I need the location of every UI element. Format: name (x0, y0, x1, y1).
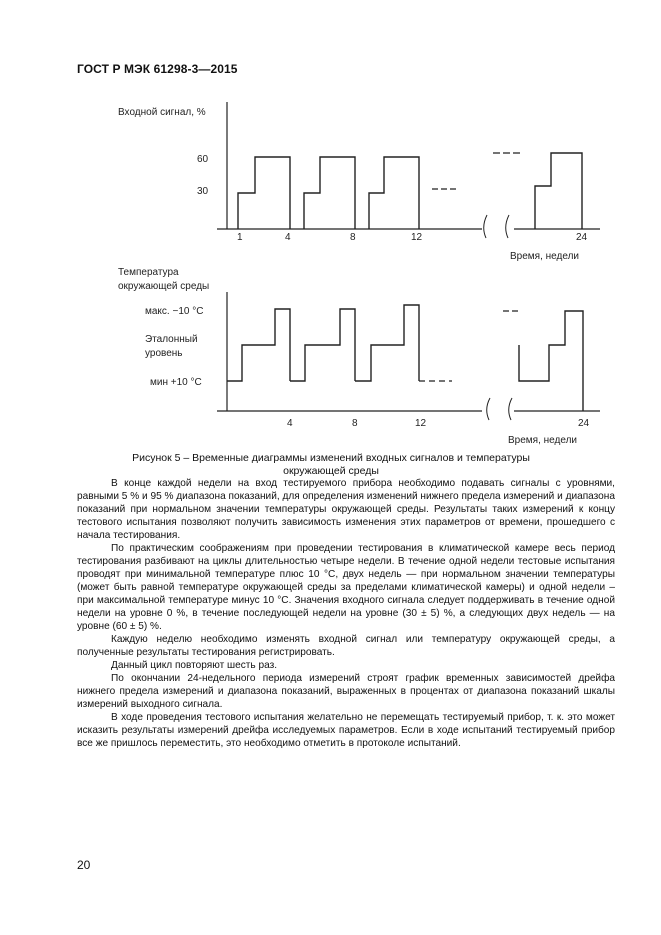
bottom-temp-cycle-last (519, 311, 583, 411)
bottom-level-ref-1: Эталонный (145, 334, 198, 345)
top-x-tick-12: 12 (411, 232, 423, 243)
top-x-axis-label: Время, недели (510, 251, 579, 262)
paragraph: Данный цикл повторяют шесть раз. (111, 660, 278, 671)
paragraph: В ходе проведения тестового испытания желательно не перемещать тестируемый прибор, т. к. это может исказить результаты измерений дрейфа исследуемых параметров. Если в ходе испытаний тестируемый прибор все же пришлось переместить, это необходимо отметить в протоколе испытаний. (77, 712, 615, 749)
top-axis-break (484, 215, 509, 238)
document-header: ГОСТ Р МЭК 61298-3—2015 (77, 62, 238, 76)
top-signal-cycle-last (535, 153, 582, 229)
top-signal-cycle-2 (304, 157, 355, 229)
top-x-tick-4: 4 (285, 232, 291, 243)
body-text (77, 477, 615, 750)
paragraph: Каждую неделю необходимо изменять входной сигнал или температуру окружающей среды, а полученные результаты тестирования регистрировать. (77, 634, 615, 658)
bottom-x-tick-12: 12 (415, 418, 427, 429)
bottom-temp-cycle-2 (290, 309, 355, 381)
top-y-tick-60: 60 (197, 154, 209, 165)
bottom-level-max: макс. −10 °C (145, 306, 204, 317)
page-number: 20 (77, 858, 91, 872)
figure-caption-line-2: окружающей среды (283, 465, 379, 477)
figure-caption (100, 452, 562, 478)
top-y-axis-label: Входной сигнал, % (118, 107, 206, 118)
bottom-axis-break (487, 398, 512, 420)
figure-5-timing-diagrams (0, 0, 661, 450)
bottom-level-min: мин +10 °C (150, 377, 202, 388)
bottom-temp-cycle-3 (355, 305, 419, 381)
bottom-temp-cycle-1 (227, 309, 290, 381)
bottom-x-tick-8: 8 (352, 418, 358, 429)
bottom-y-axis-label-2: окружающей среды (118, 281, 210, 292)
top-x-tick-8: 8 (350, 232, 356, 243)
bottom-x-tick-24: 24 (578, 418, 590, 429)
top-x-tick-1: 1 (237, 232, 243, 243)
top-signal-cycle-3 (369, 157, 419, 229)
top-y-tick-30: 30 (197, 186, 209, 197)
paragraph: По практическим соображениям при проведении тестирования в климатической камере весь период тестирования разбивают на циклы длительностью четыре недели. В течение одной недели тестовые испытания проводят при минимальной температуре плюс 10 °C, двух недель — при нормальном значении температуры (может быть равной температуре окружающей среды за пределами климатической камеры) и одной недели – при максимальной температуре минус 10 °C. Значения входного сигнала следует поддерживать в течение одной недели на уровне 0 %, в течение последующей недели на уровне (30 ± 5) %, а следующих двух недель — на уровне (60 ± 5) %. (77, 543, 615, 632)
figure-caption-line-1: Рисунок 5 – Временные диаграммы изменений входных сигналов и температуры (132, 452, 530, 464)
bottom-x-tick-4: 4 (287, 418, 293, 429)
top-x-tick-24: 24 (576, 232, 588, 243)
bottom-x-axis-label: Время, недели (508, 435, 577, 446)
paragraph: По окончании 24-недельного периода измерений строят график временных зависимостей дрейфа нижнего предела измерений и диапазона показаний, выраженных в процентах от диапазона показаний шкалы измерений выходного сигнала. (77, 673, 615, 710)
bottom-level-ref-2: уровень (145, 348, 183, 359)
bottom-y-axis-label-1: Температура (118, 267, 179, 278)
top-signal-cycle-1 (238, 157, 290, 229)
paragraph: В конце каждой недели на вход тестируемого прибора необходимо подавать сигналы с уровнями, равными 5 % и 95 % диапазона показаний, для определения изменений нижнего предела измерений и диапазона показаний при нормальном значении температуры окружающей среды. Результаты таких измерений к концу тестового испытания позволяют получить зависимость изменения этих параметров от времени, прошедшего с начала тестирования. (77, 478, 615, 541)
